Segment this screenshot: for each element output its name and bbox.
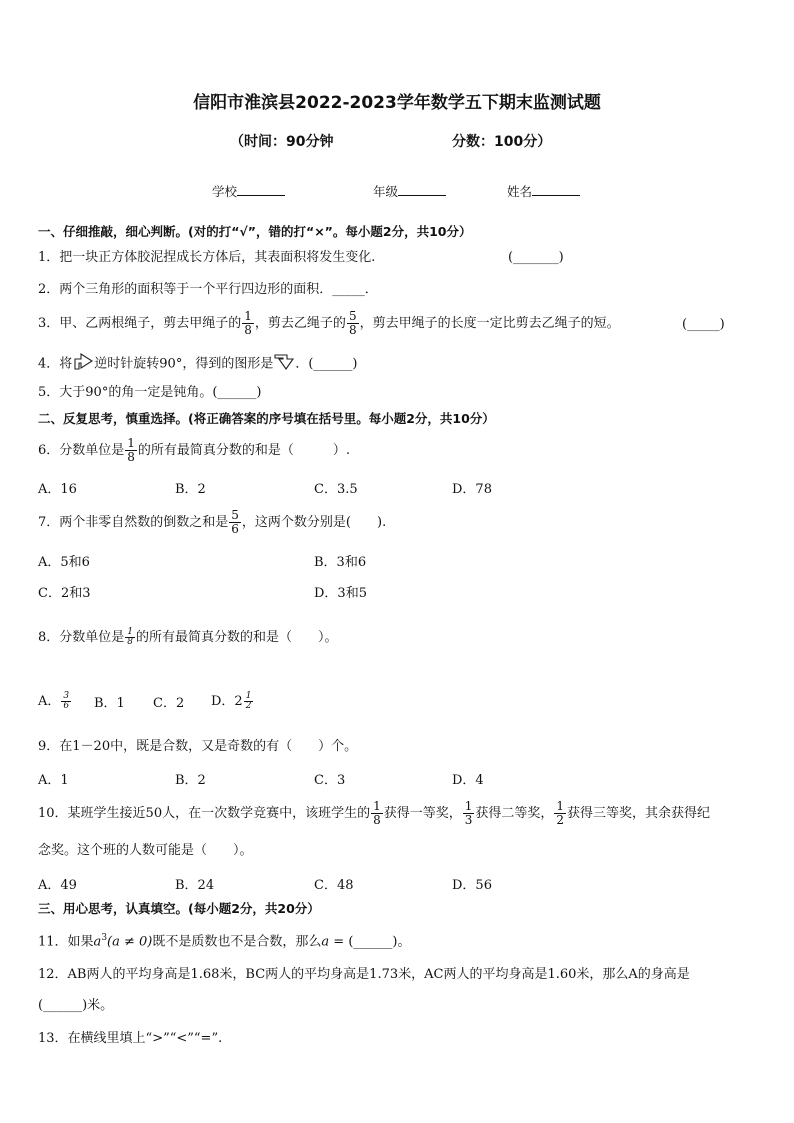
question-4	[38, 352, 357, 376]
option-c[interactable]: C．2	[153, 696, 185, 711]
question-8-text-b: 的所有最简真分数的和是（ ）。	[136, 630, 338, 645]
variable-a: a	[321, 934, 330, 950]
question-1-text: 1．把一块正方体胶泥捏成长方体后，其表面积将发生变化.	[38, 250, 376, 265]
question-7-text-b: ，这两个数分别是( ).	[241, 515, 387, 530]
question-3-text-b: ，剪去乙绳子的	[254, 316, 346, 331]
question-4-text-b: 逆时针旋转90°，得到的图形是	[94, 356, 274, 372]
option-c[interactable]: C．2和3	[38, 586, 91, 601]
grade-blank[interactable]	[398, 183, 446, 196]
school-blank[interactable]	[237, 183, 285, 196]
option-c[interactable]: C．48	[314, 878, 354, 893]
option-a[interactable]: A．1	[38, 773, 69, 788]
question-9: 9．在1－20中，既是合数，又是奇数的有（ ）个。	[38, 739, 358, 754]
fraction-1-8: $\frac{1}{8}$	[127, 436, 135, 464]
exam-time: （时间：90分钟	[230, 134, 334, 150]
fraction-1-8: $\frac{1}{8}$	[373, 799, 381, 827]
fraction-3-6: $\frac{3}{6}$	[63, 691, 70, 711]
option-d[interactable]: D．2 $\frac{1}{2}$	[211, 691, 252, 711]
school-label: 学校	[212, 184, 238, 199]
question-2: 2．两个三角形的面积等于一个平行四边形的面积．_____．	[38, 282, 378, 297]
option-c[interactable]: C．3.5	[314, 482, 358, 497]
question-3-answer-blank[interactable]: (_____)	[682, 317, 725, 332]
variable-a: a	[93, 934, 102, 950]
question-6	[38, 437, 350, 464]
question-1-answer-blank[interactable]: (_______)	[508, 250, 564, 265]
option-b[interactable]: B．3和6	[314, 555, 367, 570]
exponent: 3	[101, 933, 108, 943]
option-a[interactable]: A．16	[38, 482, 77, 497]
question-4-text-a: 4．将	[38, 356, 73, 372]
l-shape-arrow-figure-icon	[72, 352, 94, 376]
option-b[interactable]: B．1	[94, 696, 125, 711]
fraction-5-6: $\frac{5}{6}$	[231, 508, 239, 536]
option-b[interactable]: B．2	[175, 482, 206, 497]
question-10-text-c: 获得二等奖，	[475, 806, 554, 821]
rotated-arrow-figure-icon	[273, 352, 295, 376]
fraction-1-8: $\frac{1}{8}$	[244, 309, 252, 337]
question-8	[38, 628, 338, 647]
fraction-1-2: $\frac{1}{2}$	[245, 691, 252, 711]
question-12-line2: (______)米。	[38, 998, 114, 1013]
question-6-text-b: 的所有最简真分数的和是（ ）.	[137, 443, 351, 458]
question-6-text-a: 6．分数单位是	[38, 443, 125, 458]
option-b[interactable]: B．24	[175, 878, 215, 893]
option-c[interactable]: C．3	[314, 773, 346, 788]
page-title: 信阳市淮滨县2022-2023学年数学五下期末监测试题	[193, 93, 601, 113]
option-d[interactable]: D．78	[452, 482, 492, 497]
question-1	[38, 249, 375, 267]
question-11-text-b: 既不是质数也不是合数，那么	[152, 934, 322, 950]
option-d[interactable]: D．4	[452, 773, 484, 788]
question-7	[38, 509, 386, 536]
question-3-text-c: ，剪去甲绳子的长度一定比剪去乙绳子的短。	[359, 316, 620, 331]
fraction-1-2: $\frac{1}{2}$	[556, 799, 565, 827]
question-7-text-a: 7．两个非零自然数的倒数之和是	[38, 515, 229, 530]
question-11	[38, 929, 410, 951]
question-10-text-a: 10．某班学生接近50人，在一次数学竞赛中，该班学生的	[38, 806, 371, 821]
fraction-5-8: $\frac{5}{8}$	[348, 309, 357, 337]
option-d[interactable]: D．3和5	[314, 586, 367, 601]
question-4-text-c: ．(______)	[295, 356, 358, 372]
grade-label: 年级	[373, 184, 399, 199]
section3-heading: 三、用心思考，认真填空。(每小题2分，共20分）	[38, 901, 320, 916]
question-5: 5．大于90°的角一定是钝角。(______)	[38, 385, 262, 400]
section1-heading: 一、仔细推敲，细心判断。(对的打“√”，错的打“×”。每小题2分，共10分）	[38, 224, 472, 239]
question-3-text-a: 3．甲、乙两根绳子，剪去甲绳子的	[38, 316, 242, 331]
option-a[interactable]: A．49	[38, 878, 77, 893]
grade-field	[373, 182, 446, 200]
question-13: 13．在横线里填上“>”“<”“=”.	[38, 1031, 223, 1046]
option-a[interactable]: A．5和6	[38, 555, 90, 570]
question-8-text-a: 8．分数单位是	[38, 630, 125, 645]
name-label: 姓名	[507, 184, 533, 199]
exam-score: 分数：100分）	[452, 134, 552, 150]
fraction-1-3: $\frac{1}{3}$	[464, 799, 473, 827]
question-11-text-c: = (______)。	[329, 934, 411, 950]
name-field	[507, 182, 580, 200]
section2-heading: 二、反复思考，慎重选择。(将正确答案的序号填在括号里。每小题2分，共10分）	[38, 411, 495, 426]
question-10-line2: 念奖。这个班的人数可能是（ ）。	[38, 843, 253, 858]
question-10-text-d: 获得三等奖，其余获得纪	[567, 806, 711, 821]
option-b[interactable]: B．2	[175, 773, 206, 788]
option-d[interactable]: D．56	[452, 878, 492, 893]
fraction-1-8-small: $\frac{1}{8}$	[127, 627, 134, 647]
question-11-text-a: 11．如果	[38, 934, 94, 950]
question-3	[38, 310, 620, 337]
option-a[interactable]: A． $\frac{3}{6}$	[38, 691, 70, 711]
question-10-text-b: 获得一等奖，	[383, 806, 462, 821]
name-blank[interactable]	[532, 183, 580, 196]
school-field	[212, 182, 285, 200]
question-10	[38, 800, 710, 827]
question-12: 12．AB两人的平均身高是1.68米，BC两人的平均身高是1.73米，AC两人的平均身高是1.60米，那么A的身高是	[38, 967, 690, 982]
condition: (a ≠ 0)	[107, 934, 153, 950]
